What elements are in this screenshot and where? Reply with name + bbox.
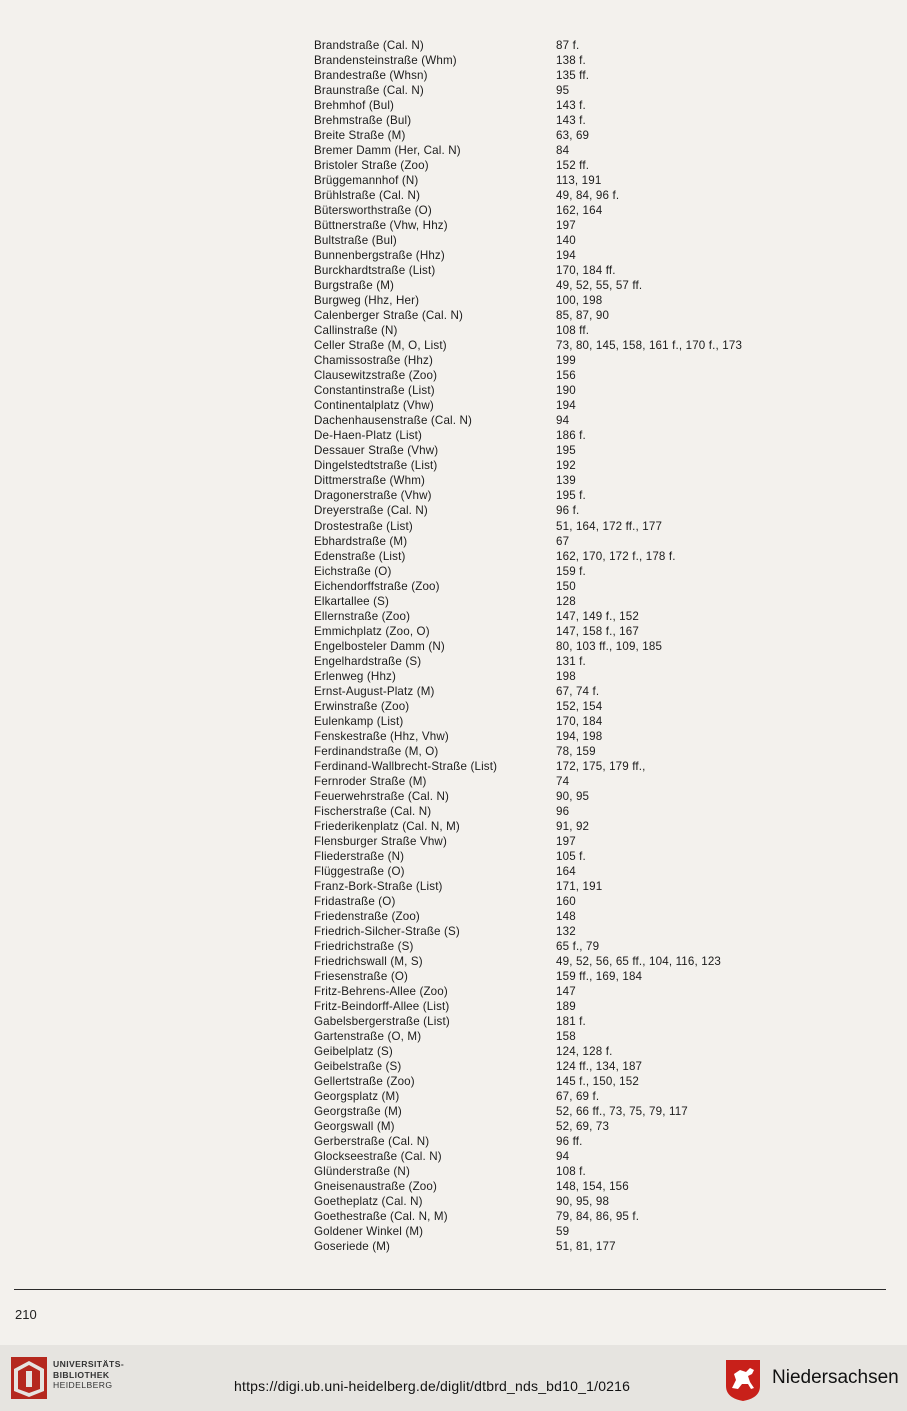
street-name: Braunstraße (Cal. N) <box>314 84 424 98</box>
page-references: 143 f. <box>556 114 586 128</box>
index-entry <box>314 984 794 999</box>
street-name: Brandestraße (Whsn) <box>314 69 428 83</box>
street-name: Callinstraße (N) <box>314 324 398 338</box>
page-references: 94 <box>556 1150 570 1164</box>
page-references: 147 <box>556 984 576 998</box>
index-entry <box>314 188 794 203</box>
index-entry <box>314 203 794 218</box>
page-references: 128 <box>556 594 576 608</box>
page-references: 59 <box>556 1225 570 1239</box>
street-name: Bristoler Straße (Zoo) <box>314 159 429 173</box>
index-entry <box>314 1029 794 1044</box>
page-references: 85, 87, 90 <box>556 309 610 323</box>
index-entry <box>314 263 794 278</box>
page-references: 189 <box>556 1000 576 1013</box>
index-entry <box>314 759 794 774</box>
index-entry <box>314 398 794 413</box>
index-entry <box>314 1044 794 1059</box>
viewer-footer <box>0 1345 907 1411</box>
page-references: 51, 164, 172 ff., 177 <box>556 519 663 533</box>
street-name: Ernst-August-Platz (M) <box>314 684 435 698</box>
page-references: 67 <box>556 534 570 548</box>
street-name: Clausewitzstraße (Zoo) <box>314 369 438 383</box>
page-references: 90, 95 <box>556 789 590 803</box>
index-entry <box>314 233 794 248</box>
page-references: 145 f., 150, 152 <box>556 1075 639 1089</box>
page-references: 67, 74 f. <box>556 684 600 698</box>
street-name: Geibelplatz (S) <box>314 1045 393 1059</box>
street-name: Burgweg (Hhz, Her) <box>314 294 420 308</box>
street-name: Drostestraße (List) <box>314 519 413 533</box>
page-references: 124, 128 f. <box>556 1045 613 1059</box>
index-entry <box>314 699 794 714</box>
page-references: 90, 95, 98 <box>556 1195 610 1209</box>
index-entry <box>314 293 794 308</box>
index-entry <box>314 549 794 564</box>
street-name: Brandstraße (Cal. N) <box>314 39 424 52</box>
page-references: 152, 154 <box>556 699 603 713</box>
page-references: 67, 69 f. <box>556 1090 600 1104</box>
state-name[interactable]: Niedersachsen <box>772 1367 899 1388</box>
page-references: 197 <box>556 834 576 848</box>
street-name: Fritz-Beindorff-Allee (List) <box>314 1000 450 1013</box>
page-references: 49, 52, 56, 65 ff., 104, 116, 123 <box>556 954 722 968</box>
page-references: 132 <box>556 924 576 938</box>
street-name: Engelhardstraße (S) <box>314 654 422 668</box>
index-entry <box>314 1014 794 1029</box>
index-entry <box>314 834 794 849</box>
index-entry <box>314 368 794 383</box>
page-references: 96 <box>556 804 570 818</box>
page-references: 105 f. <box>556 849 586 863</box>
index-entry <box>314 564 794 579</box>
university-seal-icon <box>10 1355 48 1401</box>
street-name: Goetheplatz (Cal. N) <box>314 1195 423 1209</box>
page-references: 95 <box>556 84 570 98</box>
index-entry <box>314 1134 794 1149</box>
index-entry <box>314 864 794 879</box>
page-references: 139 <box>556 474 576 488</box>
street-name: Geibelstraße (S) <box>314 1060 402 1074</box>
page-references: 148, 154, 156 <box>556 1180 629 1194</box>
page-references: 199 <box>556 354 576 368</box>
street-name: Gartenstraße (O, M) <box>314 1030 422 1044</box>
footer-rule <box>14 1289 886 1290</box>
street-name: Elkartallee (S) <box>314 594 390 608</box>
index-entry <box>314 729 794 744</box>
street-name: Calenberger Straße (Cal. N) <box>314 309 464 323</box>
index-entry <box>314 639 794 654</box>
index-entry <box>314 218 794 233</box>
page-references: 94 <box>556 414 570 428</box>
index-entry <box>314 939 794 954</box>
page-references: 171, 191 <box>556 879 603 893</box>
page-references: 195 f. <box>556 489 586 503</box>
index-entry <box>314 1194 794 1209</box>
index-entry <box>314 428 794 443</box>
index-entry <box>314 158 794 173</box>
index-entry <box>314 714 794 729</box>
street-name: Emmichplatz (Zoo, O) <box>314 624 430 638</box>
index-entry <box>314 1224 794 1239</box>
street-name: Friedrichswall (M, S) <box>314 954 423 968</box>
street-name: Dingelstedtstraße (List) <box>314 459 438 473</box>
street-name: Fliederstraße (N) <box>314 849 405 863</box>
street-name: Engelbosteler Damm (N) <box>314 639 445 653</box>
page-references: 74 <box>556 774 570 788</box>
street-name: Georgswall (M) <box>314 1120 395 1134</box>
page-references: 156 <box>556 369 576 383</box>
street-name: Feuerwehrstraße (Cal. N) <box>314 789 450 803</box>
street-name: Bremer Damm (Her, Cal. N) <box>314 144 461 158</box>
street-name: Friederikenplatz (Cal. N, M) <box>314 819 460 833</box>
page-references: 198 <box>556 669 576 683</box>
street-index-list <box>314 38 794 1254</box>
index-entry <box>314 278 794 293</box>
street-name: Erwinstraße (Zoo) <box>314 699 410 713</box>
street-name: Fenskestraße (Hhz, Vhw) <box>314 729 449 743</box>
page-references: 159 f. <box>556 564 586 578</box>
page-references: 162, 164 <box>556 204 603 218</box>
page-references: 170, 184 ff. <box>556 264 616 278</box>
index-entry <box>314 1164 794 1179</box>
index-entry <box>314 83 794 98</box>
page-references: 91, 92 <box>556 819 590 833</box>
street-name: Fridastraße (O) <box>314 894 396 908</box>
index-entry <box>314 128 794 143</box>
index-entry <box>314 488 794 503</box>
index-entry <box>314 909 794 924</box>
index-entry <box>314 53 794 68</box>
page-references: 195 <box>556 444 576 458</box>
index-entry <box>314 173 794 188</box>
page-references: 131 f. <box>556 654 586 668</box>
page-references: 135 ff. <box>556 69 590 83</box>
street-name: Brandensteinstraße (Whm) <box>314 54 457 68</box>
street-name: Ellernstraße (Zoo) <box>314 609 411 623</box>
page-references: 170, 184 <box>556 714 603 728</box>
index-entry <box>314 1104 794 1119</box>
page-references: 84 <box>556 144 570 158</box>
index-entry <box>314 1119 794 1134</box>
page-references: 162, 170, 172 f., 178 f. <box>556 549 676 563</box>
street-name: Franz-Bork-Straße (List) <box>314 879 443 893</box>
page-references: 194, 198 <box>556 729 603 743</box>
index-entry <box>314 1149 794 1164</box>
street-name: Ferdinand-Wallbrecht-Straße (List) <box>314 759 498 773</box>
index-entry <box>314 579 794 594</box>
page-references: 96 ff. <box>556 1135 583 1149</box>
index-entry <box>314 594 794 609</box>
street-name: Bunnenbergstraße (Hhz) <box>314 249 445 263</box>
street-name: Glockseestraße (Cal. N) <box>314 1150 442 1164</box>
page-references: 87 f. <box>556 39 580 52</box>
street-name: Bultstraße (Bul) <box>314 234 397 248</box>
page-references: 63, 69 <box>556 129 590 143</box>
street-name: Ebhardstraße (M) <box>314 534 408 548</box>
street-name: Büttnerstraße (Vhw, Hhz) <box>314 219 448 233</box>
street-name: Friedrichstraße (S) <box>314 939 414 953</box>
street-name: Gneisenaustraße (Zoo) <box>314 1180 438 1194</box>
street-name: Breite Straße (M) <box>314 129 406 143</box>
street-name: Goethestraße (Cal. N, M) <box>314 1210 448 1224</box>
page-references: 192 <box>556 459 576 473</box>
index-entry <box>314 879 794 894</box>
street-name: Fritz-Behrens-Allee (Zoo) <box>314 984 448 998</box>
page-references: 152 ff. <box>556 159 590 173</box>
street-name: Constantinstraße (List) <box>314 384 435 398</box>
index-entry <box>314 38 794 53</box>
index-entry <box>314 924 794 939</box>
street-name: De-Haen-Platz (List) <box>314 429 423 443</box>
index-entry <box>314 68 794 83</box>
index-entry <box>314 1179 794 1194</box>
index-entry <box>314 443 794 458</box>
page-references: 52, 66 ff., 73, 75, 79, 117 <box>556 1105 688 1119</box>
street-name: Gabelsbergerstraße (List) <box>314 1015 450 1029</box>
street-name: Chamissostraße (Hhz) <box>314 354 433 368</box>
library-name-line2: BIBLIOTHEK <box>53 1369 110 1380</box>
page-references: 52, 69, 73 <box>556 1120 610 1134</box>
page-references: 186 f. <box>556 429 586 443</box>
street-name: Flüggestraße (O) <box>314 864 405 878</box>
street-name: Goseriede (M) <box>314 1240 391 1254</box>
index-entry <box>314 654 794 669</box>
page-references: 160 <box>556 894 576 908</box>
index-entry <box>314 308 794 323</box>
index-entry <box>314 458 794 473</box>
index-entry <box>314 1059 794 1074</box>
page-references: 124 ff., 134, 187 <box>556 1060 643 1074</box>
street-name: Dragonerstraße (Vhw) <box>314 489 432 503</box>
page-references: 49, 52, 55, 57 ff. <box>556 279 643 293</box>
street-name: Dittmerstraße (Whm) <box>314 474 426 488</box>
index-entry <box>314 143 794 158</box>
page-references: 172, 175, 179 ff., <box>556 759 646 773</box>
page-references: 181 f. <box>556 1015 586 1029</box>
page-references: 73, 80, 145, 158, 161 f., 170 f., 173 <box>556 339 743 353</box>
page-references: 164 <box>556 864 576 878</box>
street-name: Georgstraße (M) <box>314 1105 402 1119</box>
page-references: 150 <box>556 579 576 593</box>
page-references: 80, 103 ff., 109, 185 <box>556 639 663 653</box>
street-name: Fernroder Straße (M) <box>314 774 427 788</box>
index-entry <box>314 323 794 338</box>
index-entry <box>314 1239 794 1254</box>
page-references: 113, 191 <box>556 174 602 188</box>
index-entry <box>314 113 794 128</box>
library-name[interactable] <box>53 1359 124 1391</box>
index-entry <box>314 519 794 534</box>
index-entry <box>314 383 794 398</box>
library-name-line1: UNIVERSITÄTS- <box>53 1359 125 1369</box>
street-name: Brehmstraße (Bul) <box>314 114 412 128</box>
page-references: 138 f. <box>556 54 586 68</box>
index-entry <box>314 684 794 699</box>
page-references: 51, 81, 177 <box>556 1240 616 1254</box>
street-name: Fischerstraße (Cal. N) <box>314 804 432 818</box>
page-references: 96 f. <box>556 504 580 518</box>
street-name: Friesenstraße (O) <box>314 969 409 983</box>
street-name: Dachenhausenstraße (Cal. N) <box>314 414 473 428</box>
street-name: Ferdinandstraße (M, O) <box>314 744 439 758</box>
index-entry <box>314 609 794 624</box>
street-name: Dreyerstraße (Cal. N) <box>314 504 428 518</box>
page-references: 100, 198 <box>556 294 603 308</box>
street-name: Gellertstraße (Zoo) <box>314 1075 415 1089</box>
page-references: 190 <box>556 384 576 398</box>
index-entry <box>314 744 794 759</box>
street-name: Brehmhof (Bul) <box>314 99 395 113</box>
street-name: Friedrich-Silcher-Straße (S) <box>314 924 460 938</box>
page-references: 108 ff. <box>556 324 590 338</box>
index-entry <box>314 473 794 488</box>
index-entry <box>314 789 794 804</box>
index-entry <box>314 413 794 428</box>
street-name: Eichendorffstraße (Zoo) <box>314 579 440 593</box>
index-entry <box>314 1074 794 1089</box>
street-name: Gerberstraße (Cal. N) <box>314 1135 430 1149</box>
street-name: Burckhardtstraße (List) <box>314 264 436 278</box>
index-entry <box>314 774 794 789</box>
street-name: Continentalplatz (Vhw) <box>314 399 434 413</box>
index-entry <box>314 819 794 834</box>
permalink-url[interactable]: https://digi.ub.uni-heidelberg.de/diglit/dtbrd_nds_bd10_1/0216 <box>234 1378 631 1394</box>
street-name: Glünderstraße (N) <box>314 1165 410 1179</box>
index-entry <box>314 1209 794 1224</box>
page-references: 143 f. <box>556 99 586 113</box>
index-entry <box>314 999 794 1014</box>
street-name: Eichstraße (O) <box>314 564 392 578</box>
index-entry <box>314 804 794 819</box>
street-name: Flensburger Straße Vhw) <box>314 834 447 848</box>
page-references: 79, 84, 86, 95 f. <box>556 1210 640 1224</box>
street-name: Brüggemannhof (N) <box>314 174 419 188</box>
page-references: 194 <box>556 399 576 413</box>
page-references: 78, 159 <box>556 744 596 758</box>
page-references: 147, 158 f., 167 <box>556 624 639 638</box>
index-entry <box>314 954 794 969</box>
page-references: 158 <box>556 1030 576 1044</box>
page-references: 147, 149 f., 152 <box>556 609 639 623</box>
saxon-horse-icon <box>724 1358 762 1402</box>
index-entry <box>314 503 794 518</box>
page-references: 49, 84, 96 f. <box>556 189 620 203</box>
page-references: 148 <box>556 909 576 923</box>
library-name-line3: HEIDELBERG <box>53 1380 113 1390</box>
street-name: Erlenweg (Hhz) <box>314 669 396 683</box>
street-name: Georgsplatz (M) <box>314 1090 400 1104</box>
index-entry <box>314 1089 794 1104</box>
page-references: 65 f., 79 <box>556 939 600 953</box>
index-entry <box>314 624 794 639</box>
page-references: 108 f. <box>556 1165 586 1179</box>
page-references: 159 ff., 169, 184 <box>556 969 643 983</box>
street-name: Edenstraße (List) <box>314 549 406 563</box>
index-entry <box>314 98 794 113</box>
street-name: Dessauer Straße (Vhw) <box>314 444 439 458</box>
index-entry <box>314 849 794 864</box>
index-entry <box>314 669 794 684</box>
index-entry <box>314 894 794 909</box>
page-references: 197 <box>556 219 576 233</box>
street-name: Burgstraße (M) <box>314 279 395 293</box>
index-entry <box>314 353 794 368</box>
index-entry <box>314 969 794 984</box>
street-name: Celler Straße (M, O, List) <box>314 339 447 353</box>
page-number: 210 <box>15 1307 37 1322</box>
street-name: Bütersworthstraße (O) <box>314 204 432 218</box>
index-entry <box>314 338 794 353</box>
street-name: Brühlstraße (Cal. N) <box>314 189 421 203</box>
index-entry <box>314 534 794 549</box>
page-references: 194 <box>556 249 576 263</box>
index-entry <box>314 248 794 263</box>
street-name: Eulenkamp (List) <box>314 714 404 728</box>
page-references: 140 <box>556 234 576 248</box>
street-name: Goldener Winkel (M) <box>314 1225 424 1239</box>
street-name: Friedenstraße (Zoo) <box>314 909 420 923</box>
